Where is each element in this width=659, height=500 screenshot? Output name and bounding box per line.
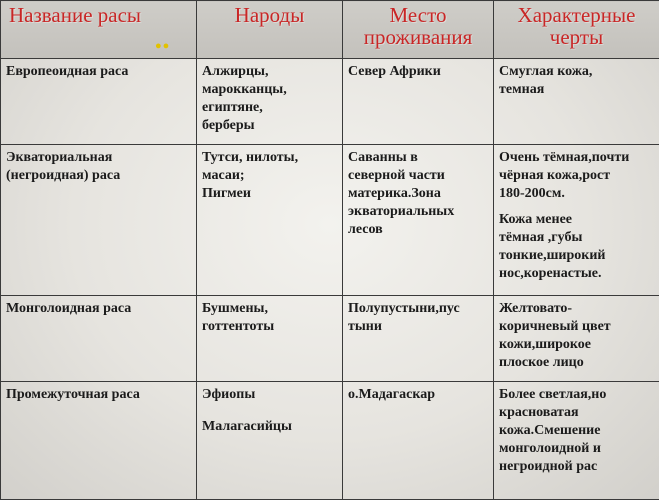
table-row [1,145,659,296]
header-place: Место проживания [343,1,494,59]
decorative-dots-icon: ●● [155,40,170,52]
race-cell: Промежуточная раса [1,382,197,500]
header-row [1,1,659,59]
place-cell: о.Мадагаскар [343,382,494,500]
peoples-cell: Тутси, нилоты, масаи; Пигмеи [197,145,343,296]
traits-cell: Желтовато- коричневый цвет кожи,широкое плоское лицо [494,296,659,382]
traits-cell: Более светлая,но красноватая кожа.Смешение монголоидной и негроидной рас [494,382,659,500]
peoples-cell: Бушмены, готтентоты [197,296,343,382]
place-cell: Север Африки [343,59,494,145]
table-row [1,382,659,500]
header-race-name: Название расы [1,1,197,59]
traits-cell: Очень тёмная,почти чёрная кожа,рост 180-200см. Кожа менее тёмная ,губы тонкие,широкий нос,коренастые. [494,145,659,296]
race-cell: Монголоидная раса [1,296,197,382]
traits-cell: Смуглая кожа, темная [494,59,659,145]
race-cell: Экваториальная (негроидная) раса [1,145,197,296]
race-cell: Европеоидная раса [1,59,197,145]
header-traits: Характерные черты [494,1,659,59]
place-cell: Полупустыни,пус тыни [343,296,494,382]
table-row [1,59,659,145]
table-row [1,296,659,382]
place-cell: Саванны в северной части материка.Зона экваториальных лесов [343,145,494,296]
peoples-cell: Алжирцы, марокканцы, египтяне, берберы [197,59,343,145]
peoples-cell: Эфиопы Малагасийцы [197,382,343,500]
header-peoples: Народы [197,1,343,59]
